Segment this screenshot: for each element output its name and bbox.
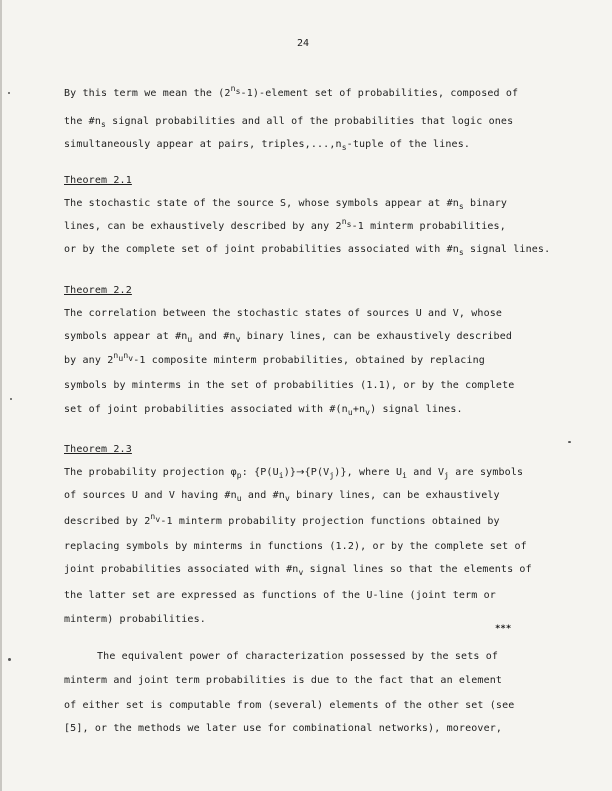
text-line: set of joint probabilities associated with $\#(n_u+n_v)$ signal lines.	[64, 404, 463, 417]
text-line: [5], or the methods we later use for combinational networks), moreover,	[64, 723, 503, 734]
theorem-2-3-heading: Theorem 2.3	[64, 444, 132, 455]
page-number: 24	[297, 38, 310, 49]
text-line: or by the complete set of joint probabilities associated with $\#n_s$ signal lines.	[64, 244, 551, 257]
text-line: The probability projection $\varphi_p$: $\{P(U_i)\}\to\{P(V_j)\}$, where $U_i$ and $V_j$ are symbols	[64, 467, 524, 480]
text-line: of sources U and V having $\#n_u$ and $\#n_v$ binary lines, can be exhaustively	[64, 490, 500, 503]
scan-speck	[10, 398, 12, 400]
text-line: By this term we mean the $(2^{n_s}-1)$-element set of probabilities, composed of	[64, 84, 519, 99]
scan-speck	[8, 92, 10, 94]
theorem-2-1-heading: Theorem 2.1	[64, 175, 132, 186]
text-line: The stochastic state of the source S, whose symbols appear at $\#n_s$ binary	[64, 198, 508, 211]
text-line: joint probabilities associated with $\#n_v$ signal lines so that the elements of	[64, 564, 532, 577]
text-line: replacing symbols by minterms in functions (1.2), or by the complete set of	[64, 541, 527, 552]
text-line: described by $2^{n_v}-1$ minterm probability projection functions obtained by	[64, 512, 500, 527]
text-line: the $\#n_s$ signal probabilities and all of the probabilities that logic ones	[64, 116, 514, 129]
text-line: lines, can be exhaustively described by any $2^{n_s}-1$ minterm probabilities,	[64, 217, 506, 232]
section-separator: ***	[495, 624, 512, 634]
text-line: symbols by minterms in the set of probabilities (1.1), or by the complete	[64, 380, 515, 391]
arrow-icon: →	[296, 467, 305, 478]
text-line: by any $2^{n_un_v}-1$ composite minterm probabilities, obtained by replacing	[64, 351, 485, 366]
text-line: minterm) probabilities.	[64, 614, 206, 625]
scan-edge-shadow	[0, 0, 2, 791]
scan-speck	[8, 658, 11, 661]
theorem-2-2-heading: Theorem 2.2	[64, 285, 132, 296]
text-line: the latter set are expressed as functions of the U-line (joint term or	[64, 590, 496, 601]
text-line: minterm and joint term probabilities is due to the fact that an element	[64, 675, 503, 686]
text-line: The equivalent power of characterization possessed by the sets of	[97, 651, 499, 662]
text-line: of either set is computable from (several) elements of the other set (see	[64, 700, 515, 711]
text-line: The correlation between the stochastic states of sources U and V, whose	[64, 308, 503, 319]
text-line: simultaneously appear at pairs, $triples,...,n_s$-tuple of the lines.	[64, 139, 471, 152]
scan-speck	[568, 441, 571, 443]
text-line: symbols appear at $\#n_u$ and $\#n_v$ binary lines, can be exhaustively described	[64, 331, 513, 344]
